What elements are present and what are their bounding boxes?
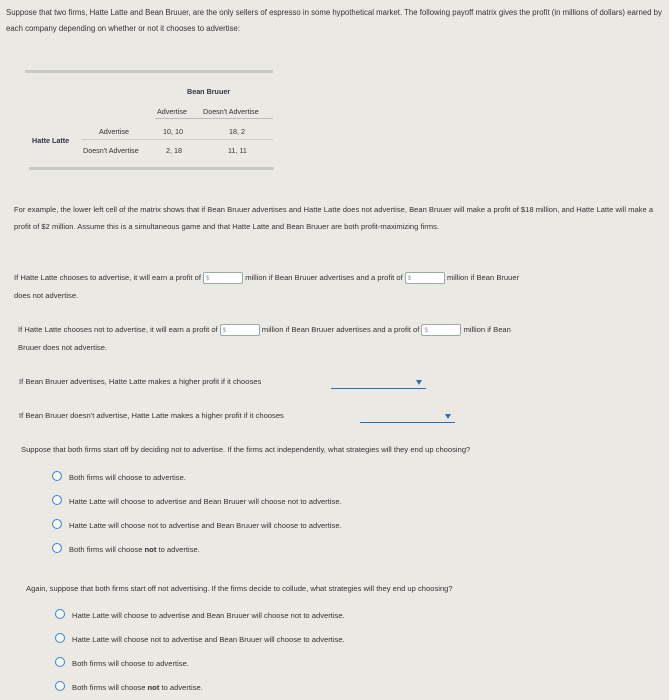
chevron-down-icon — [416, 380, 422, 385]
q1-input-not-advertise[interactable]: $ — [405, 272, 445, 284]
q5-option-2-radio[interactable] — [52, 495, 62, 505]
q6-option-4-bold: not — [147, 683, 160, 692]
q2-text-post: million if Bean — [463, 325, 511, 334]
q2-text-pre: If Hatte Latte chooses not to advertise, it will earn a profit of — [18, 325, 218, 334]
q6-prompt: Again, suppose that both firms start off not advertising. If the firms decide to collude, what strategies will they end up choosing? — [26, 584, 453, 593]
cell-adv-noadv: 18, 2 — [229, 127, 245, 136]
q6-option-3-radio[interactable] — [55, 657, 65, 667]
q1-text-mid: million if Bean Bruuer advertises and a profit of — [245, 273, 403, 282]
q2-input-advertise[interactable]: $ — [220, 324, 260, 336]
q5-option-4-bold: not — [144, 545, 157, 554]
cell-noadv-noadv: 11, 11 — [228, 146, 247, 155]
q6-option-1-label[interactable]: Hatte Latte will choose to advertise and Bean Bruuer will choose not to advertise. — [72, 611, 345, 620]
q5-option-3-label[interactable]: Hatte Latte will choose not to advertise and Bean Bruuer will choose to advertise. — [69, 521, 342, 530]
matrix-top-rule — [25, 70, 273, 73]
q6-option-4-radio[interactable] — [55, 681, 65, 691]
col-header-advertise: Advertise — [157, 107, 187, 116]
example-text: For example, the lower left cell of the matrix shows that if Bean Bruuer advertises and Hatte Latte does not advertise, Bean Bruuer will make a profit of $18 million, and Hatte Latte will make a profit of $2 million. Assume this is a simultaneous game and that Hatte Latte and Bean Bruuer are both profit-maximizing firms. — [14, 205, 654, 231]
q4-text: If Bean Bruuer doesn't advertise, Hatte Latte makes a higher profit if it chooses — [19, 411, 284, 420]
q5-option-4-pre: Both firms will choose — [69, 545, 145, 554]
q5-option-1-label[interactable]: Both firms will choose to advertise. — [69, 473, 186, 482]
q5-option-2-label[interactable]: Hatte Latte will choose to advertise and Bean Bruuer will choose not to advertise. — [69, 497, 342, 506]
q5-option-4-radio[interactable] — [52, 543, 62, 553]
q6-option-4-label[interactable] — [72, 683, 203, 692]
intro-text: Suppose that two firms, Hatte Latte and Bean Bruuer, are the only sellers of espresso in some hypothetical market. The following payoff matrix gives the profit (in millions of dollars) earned by each company depending on whether or not it chooses to advertise: — [6, 8, 662, 33]
q3-text: If Bean Bruuer advertises, Hatte Latte makes a higher profit if it chooses — [19, 377, 262, 386]
row-player-label: Hatte Latte — [32, 136, 70, 145]
q1-line — [14, 271, 519, 285]
q6-option-2-label[interactable]: Hatte Latte will choose not to advertise and Bean Bruuer will choose to advertise. — [72, 635, 345, 644]
q5-option-4-label[interactable] — [69, 545, 200, 554]
q5-prompt: Suppose that both firms start off by deciding not to advertise. If the firms act independently, what strategies will they end up choosing? — [21, 445, 471, 454]
q3-dropdown[interactable] — [331, 378, 426, 389]
q5-option-4-post: to advertise. — [156, 545, 200, 554]
chevron-down-icon — [445, 414, 451, 419]
col-player-label: Bean Bruuer — [187, 87, 231, 96]
header-divider — [155, 118, 273, 119]
q1-text-pre: If Hatte Latte chooses to advertise, it will earn a profit of — [14, 273, 201, 282]
q2-input-not-advertise[interactable]: $ — [421, 324, 461, 336]
q6-option-2-radio[interactable] — [55, 633, 65, 643]
col-header-doesnt-advertise: Doesn't Advertise — [203, 107, 259, 116]
q4-dropdown[interactable] — [360, 412, 455, 423]
q1-input-advertise[interactable]: $ — [203, 272, 243, 284]
q2-text-mid: million if Bean Bruuer advertises and a profit of — [261, 325, 420, 334]
row-label-doesnt-advertise: Doesn't Advertise — [83, 146, 139, 155]
q5-option-1-radio[interactable] — [52, 471, 62, 481]
q1-text-post: million if Bean Bruuer — [446, 273, 520, 282]
row-divider — [82, 139, 273, 140]
q6-option-1-radio[interactable] — [55, 609, 65, 619]
q6-option-4-post: to advertise. — [159, 683, 203, 692]
cell-noadv-adv: 2, 18 — [166, 146, 182, 155]
q6-option-3-label[interactable]: Both firms will choose to advertise. — [72, 659, 189, 668]
q5-option-3-radio[interactable] — [52, 519, 62, 529]
q2-text-end: Bruuer does not advertise. — [18, 343, 108, 352]
cell-adv-adv: 10, 10 — [163, 127, 183, 136]
q2-line — [18, 323, 511, 337]
q1-text-end: does not advertise. — [14, 291, 79, 300]
row-label-advertise: Advertise — [99, 127, 129, 136]
q6-option-4-pre: Both firms will choose — [72, 683, 148, 692]
matrix-bottom-rule — [29, 167, 274, 170]
